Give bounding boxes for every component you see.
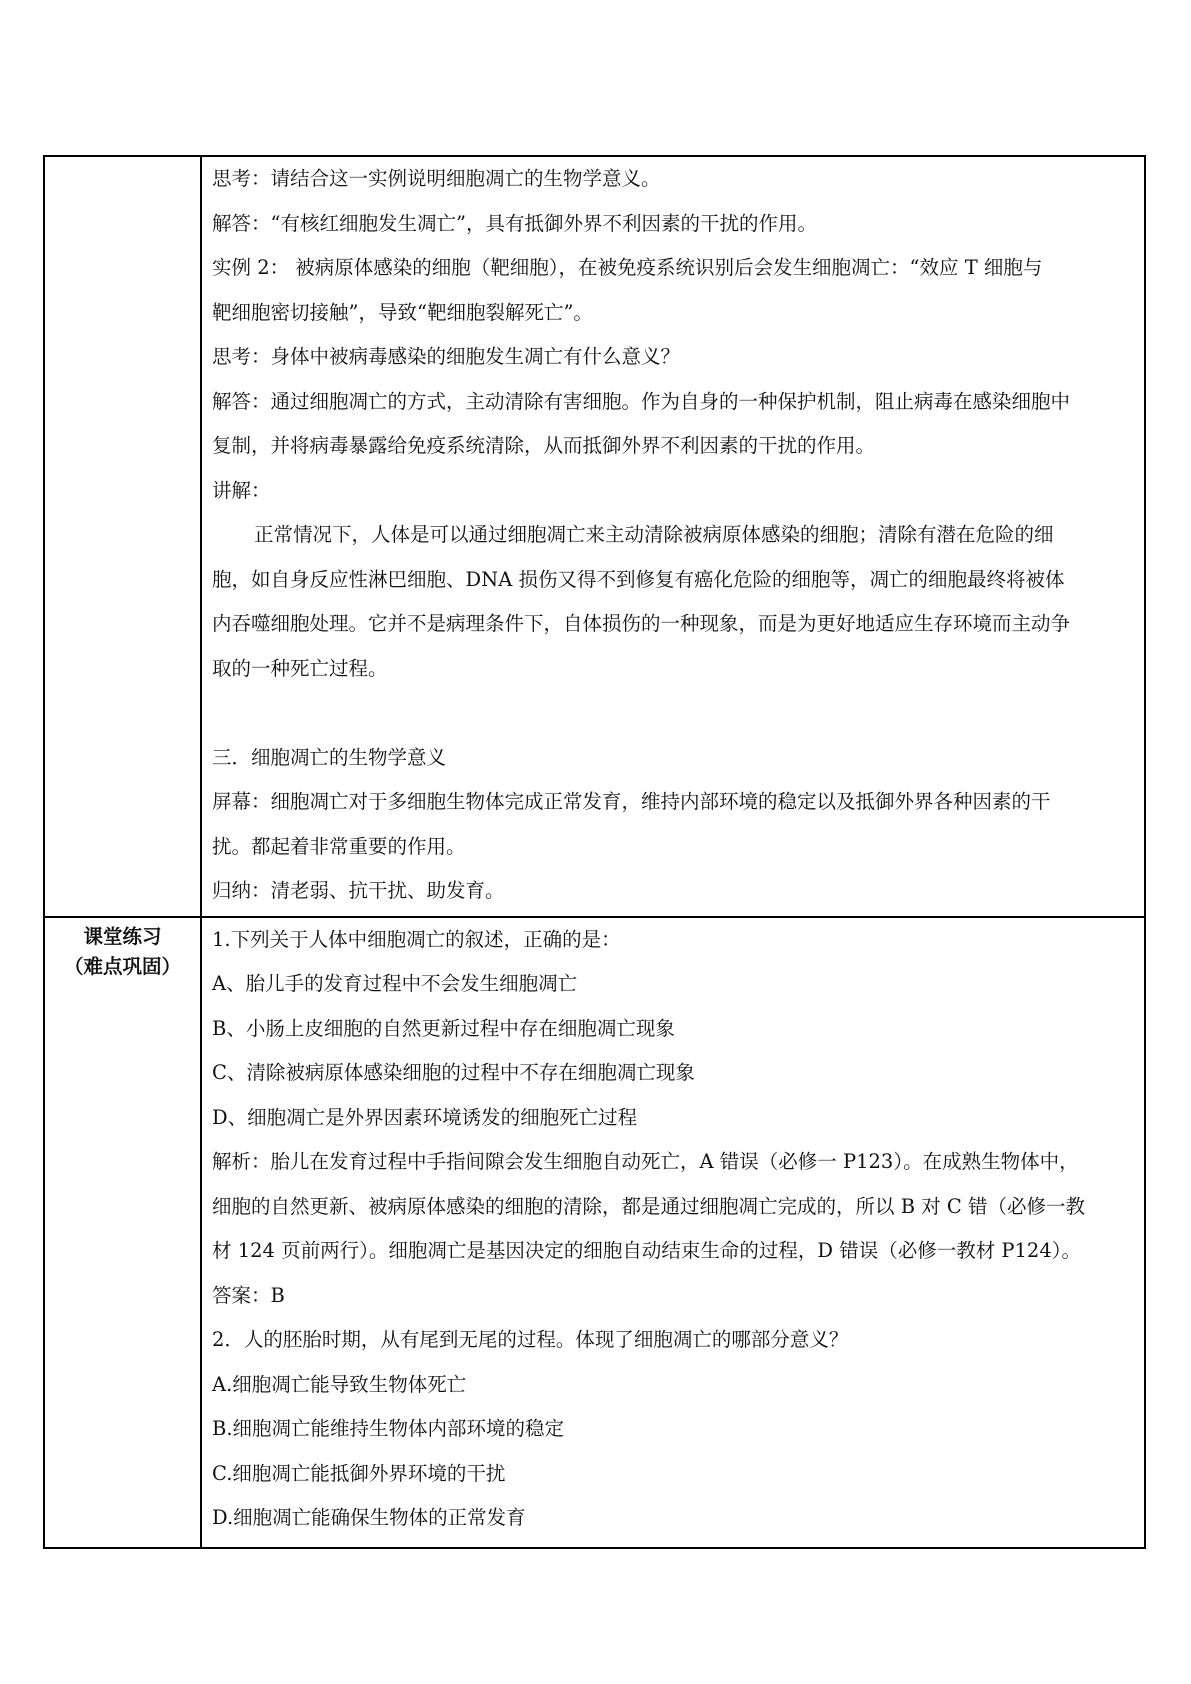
content-cell	[201, 917, 1145, 1548]
text-line: 扰。都起着非常重要的作用。	[212, 834, 466, 858]
left-label-cell	[44, 917, 201, 1548]
question-text: 1.下列关于人体中细胞凋亡的叙述，正确的是：	[212, 927, 621, 951]
option-text: B.细胞凋亡能维持生物体内部环境的稳定	[212, 1417, 565, 1440]
left-label-line: （难点巩固）	[63, 954, 181, 978]
text-line: 靶细胞密切接触”，导致“靶细胞裂解死亡”。	[212, 300, 593, 324]
left-label	[45, 157, 200, 161]
option-text: A、胎儿手的发育过程中不会发生细胞凋亡	[212, 972, 578, 995]
text-line: 屏幕：细胞凋亡对于多细胞生物体完成正常发育，维持内部环境的稳定以及抵御外界各种因素的干	[212, 790, 1051, 813]
content-cell	[201, 156, 1145, 917]
text-line: 归纳：清老弱、抗干扰、助发育。	[212, 879, 505, 902]
option-text: D、细胞凋亡是外界因素环境诱发的细胞死亡过程	[212, 1105, 638, 1129]
left-label	[45, 918, 200, 982]
lesson-plan-table	[43, 155, 1146, 1549]
text-line: 取的一种死亡过程。	[212, 656, 388, 680]
text-line: 思考：请结合这一实例说明细胞凋亡的生物学意义。	[212, 167, 661, 190]
option-text: B、小肠上皮细胞的自然更新过程中存在细胞凋亡现象	[212, 1016, 675, 1040]
section-heading: 三．细胞凋亡的生物学意义	[212, 745, 447, 769]
table-row	[44, 917, 1145, 1548]
text-line: 解答：“有核红细胞发生凋亡”，具有抵御外界不利因素的干扰的作用。	[212, 211, 817, 235]
option-text: C.细胞凋亡能抵御外界环境的干扰	[212, 1461, 506, 1485]
text-line: 思考：身体中被病毒感染的细胞发生凋亡有什么意义？	[212, 345, 681, 368]
text-line: 讲解：	[212, 478, 271, 502]
text-line: 复制，并将病毒暴露给免疫系统清除，从而抵御外界不利因素的干扰的作用。	[212, 434, 876, 457]
text-line: 解答：通过细胞凋亡的方式，主动清除有害细胞。作为自身的一种保护机制，阻止病毒在感染细胞中	[212, 389, 1071, 413]
text-line: 正常情况下，人体是可以通过细胞凋亡来主动清除被病原体感染的细胞；清除有潜在危险的细	[254, 523, 1054, 546]
question-text: 2．人的胚胎时期，从有尾到无尾的过程。体现了细胞凋亡的哪部分意义？	[212, 1328, 849, 1351]
text-line: 内吞噬细胞处理。它并不是病理条件下，自体损伤的一种现象，而是为更好地适应生存环境而主动争	[212, 612, 1071, 635]
answer-text: 答案：B	[212, 1283, 285, 1307]
explanation-text: 细胞的自然更新、被病原体感染的细胞的清除，都是通过细胞凋亡完成的，所以 B 对 C 错（必修一教	[212, 1194, 1086, 1218]
option-text: C、清除被病原体感染细胞的过程中不存在细胞凋亡现象	[212, 1061, 695, 1084]
option-text: D.细胞凋亡能确保生物体的正常发育	[212, 1506, 526, 1529]
blank-line	[212, 691, 1136, 736]
explanation-text: 材 124 页前两行）。细胞凋亡是基因决定的细胞自动结束生命的过程，D 错误（必修一教材 P124）。	[212, 1239, 1081, 1262]
left-label-cell	[44, 156, 201, 917]
explanation-text: 解析：胎儿在发育过程中手指间隙会发生细胞自动死亡，A 错误（必修一 P123）。在成熟生物体中，	[212, 1150, 1079, 1173]
text-line: 实例 2： 被病原体感染的细胞（靶细胞），在被免疫系统识别后会发生细胞凋亡：“效应 T 细胞与	[212, 256, 1043, 279]
table-row	[44, 156, 1145, 917]
text-line: 胞，如自身反应性淋巴细胞、DNA 损伤又得不到修复有癌化危险的细胞等，凋亡的细胞最终将被体	[212, 567, 1065, 591]
left-label-line: 课堂练习	[83, 924, 162, 948]
option-text: A.细胞凋亡能导致生物体死亡	[212, 1372, 467, 1396]
